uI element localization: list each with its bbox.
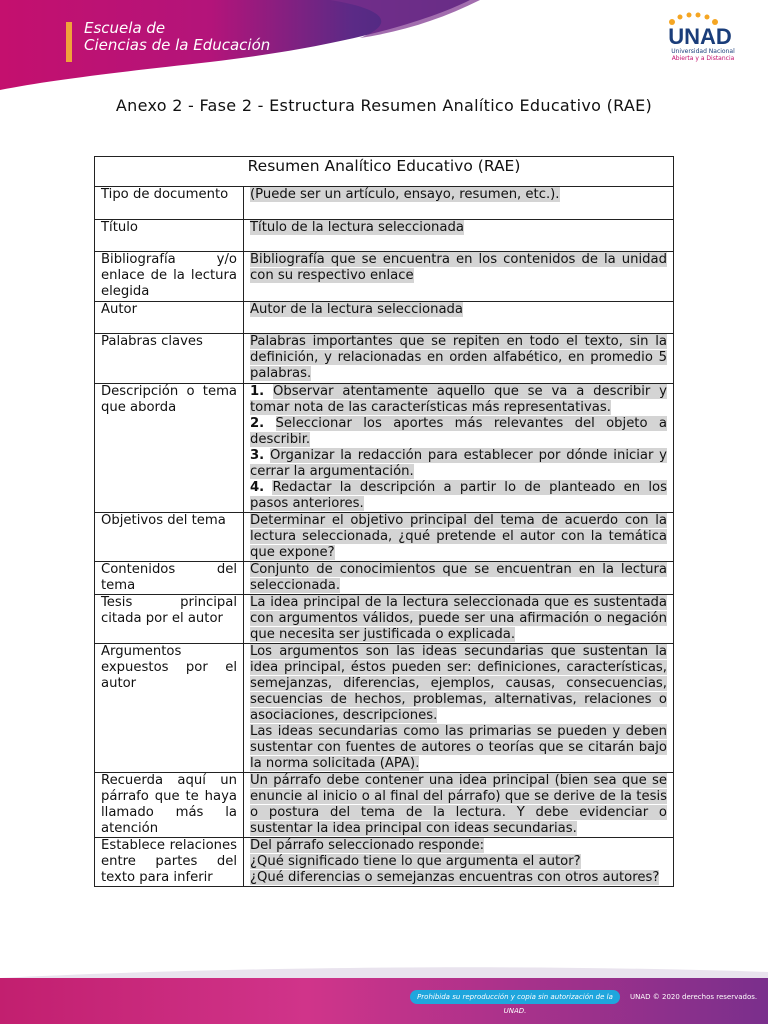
table-heading-row	[95, 157, 674, 187]
step-number: 1.	[250, 384, 265, 399]
row-value-text: Las ideas secundarias como las primarias se pueden y deben sustentar con fuentes de autores o teorías que se citarán bajo la norma solicitada (APA).	[250, 724, 667, 771]
step-item	[250, 416, 667, 448]
table-row	[95, 773, 674, 838]
table-row	[95, 252, 674, 302]
row-value-text: Título de la lectura seleccionada	[250, 220, 464, 235]
school-name-line1: Escuela de	[84, 19, 166, 37]
footer-copyright: UNAD © 2020 derechos reservados.	[630, 993, 758, 1001]
school-name	[84, 20, 270, 54]
row-line-text: Del párrafo seleccionado responde:	[250, 838, 485, 853]
row-value-text: (Puede ser un artículo, ensayo, resumen, etc.).	[250, 187, 560, 202]
row-value	[244, 838, 674, 887]
row-line-text: ¿Qué significado tiene lo que argumenta el autor?	[250, 854, 581, 869]
row-value	[244, 513, 674, 562]
row-label: Tipo de documento	[95, 187, 244, 220]
row-value	[244, 334, 674, 384]
step-text: Seleccionar los aportes más relevantes del objeto a describir.	[250, 416, 667, 447]
step-number: 2.	[250, 416, 265, 431]
row-label: Objetivos del tema	[95, 513, 244, 562]
row-value-text: La idea principal de la lectura seleccionada que es sustentada con argumentos válidos, puede ser una afirmación o negación que necesita ser justificada o explicada.	[250, 595, 667, 642]
step-text: Redactar la descripción a partir lo de planteado en los pasos anteriores.	[250, 480, 667, 511]
table-row	[95, 334, 674, 384]
row-label: Contenidos del tema	[95, 562, 244, 595]
step-item	[250, 448, 667, 480]
step-number: 3.	[250, 448, 265, 463]
step-text: Organizar la redacción para establecer por dónde iniciar y cerrar la argumentación.	[250, 448, 667, 479]
table-row	[95, 644, 674, 773]
row-label: Establece relaciones entre partes del texto para inferir	[95, 838, 244, 887]
row-value	[244, 773, 674, 838]
row-value-text: Autor de la lectura seleccionada	[250, 302, 463, 317]
document-title: Anexo 2 - Fase 2 - Estructura Resumen Analítico Educativo (RAE)	[115, 96, 653, 115]
table-heading: Resumen Analítico Educativo (RAE)	[95, 157, 674, 187]
unad-sub-line2: Abierta y a Distancia	[671, 55, 735, 62]
row-paragraph	[250, 644, 667, 724]
school-name-line2: Ciencias de la Educación	[84, 36, 271, 54]
row-value-text: Un párrafo debe contener una idea principal (bien sea que se enuncie al inicio o al final del párrafo) que se derive de la tesis o postura del tema de la lectura. Y debe evidenciar o sustentar la idea principal con ideas secundarias.	[250, 773, 667, 836]
row-line	[250, 838, 667, 854]
table-row	[95, 513, 674, 562]
table-row	[95, 595, 674, 644]
row-value	[244, 302, 674, 334]
row-value	[244, 595, 674, 644]
table-row	[95, 384, 674, 513]
row-value-text: Palabras importantes que se repiten en todo el texto, sin la definición, y relacionadas en orden alfabético, en promedio 5 palabras.	[250, 334, 667, 381]
unad-sub-line1: Universidad Nacional	[671, 48, 735, 55]
row-line-text: ¿Qué diferencias o semejanzas encuentras con otros autores?	[250, 870, 660, 885]
ecedu-tag-bar	[66, 22, 72, 62]
row-label: Tesis principal citada por el autor	[95, 595, 244, 644]
row-line	[250, 870, 667, 886]
row-value	[244, 562, 674, 595]
row-value-text: Determinar el objetivo principal del tema de acuerdo con la lectura seleccionada, ¿qué pretende el autor con la temática que expone?	[250, 513, 667, 560]
row-line	[250, 854, 667, 870]
table-row	[95, 302, 674, 334]
table-row	[95, 562, 674, 595]
table-row	[95, 220, 674, 252]
row-value	[244, 220, 674, 252]
row-value-text: Los argumentos son las ideas secundarias que sustentan la idea principal, éstos pueden ser: definiciones, características, semejanzas, diferencias, ejemplos, causas, consecuencias, secuencias de hechos, problemas, alternativas, relaciones o asociaciones, descripciones.	[250, 644, 667, 723]
row-label: Bibliografía y/o enlace de la lectura elegida	[95, 252, 244, 302]
step-text: Observar atentamente aquello que se va a describir y tomar nota de las características más representativas.	[250, 384, 667, 415]
table-row	[95, 838, 674, 887]
row-value	[244, 384, 674, 513]
row-label: Recuerda aquí un párrafo que te haya llamado más la atención	[95, 773, 244, 838]
row-value	[244, 187, 674, 220]
table-row	[95, 187, 674, 220]
row-label: Descripción o tema que aborda	[95, 384, 244, 513]
footer-notice: Prohibida su reproducción y copia sin autorización de la UNAD.	[410, 990, 620, 1004]
row-paragraph	[250, 724, 667, 772]
row-label: Palabras claves	[95, 334, 244, 384]
row-value-text: Bibliografía que se encuentra en los contenidos de la unidad con su respectivo enlace	[250, 252, 667, 283]
row-value-text: Conjunto de conocimientos que se encuentran en la lectura seleccionada.	[250, 562, 667, 593]
row-label: Argumentos expuestos por el autor	[95, 644, 244, 773]
row-label: Título	[95, 220, 244, 252]
step-item	[250, 480, 667, 512]
row-label: Autor	[95, 302, 244, 334]
unad-logo-subtitle	[658, 48, 748, 62]
row-value	[244, 252, 674, 302]
unad-logo-text: UNAD	[668, 24, 732, 49]
rae-table	[94, 156, 674, 887]
row-value	[244, 644, 674, 773]
step-number: 4.	[250, 480, 265, 495]
step-item	[250, 384, 667, 416]
